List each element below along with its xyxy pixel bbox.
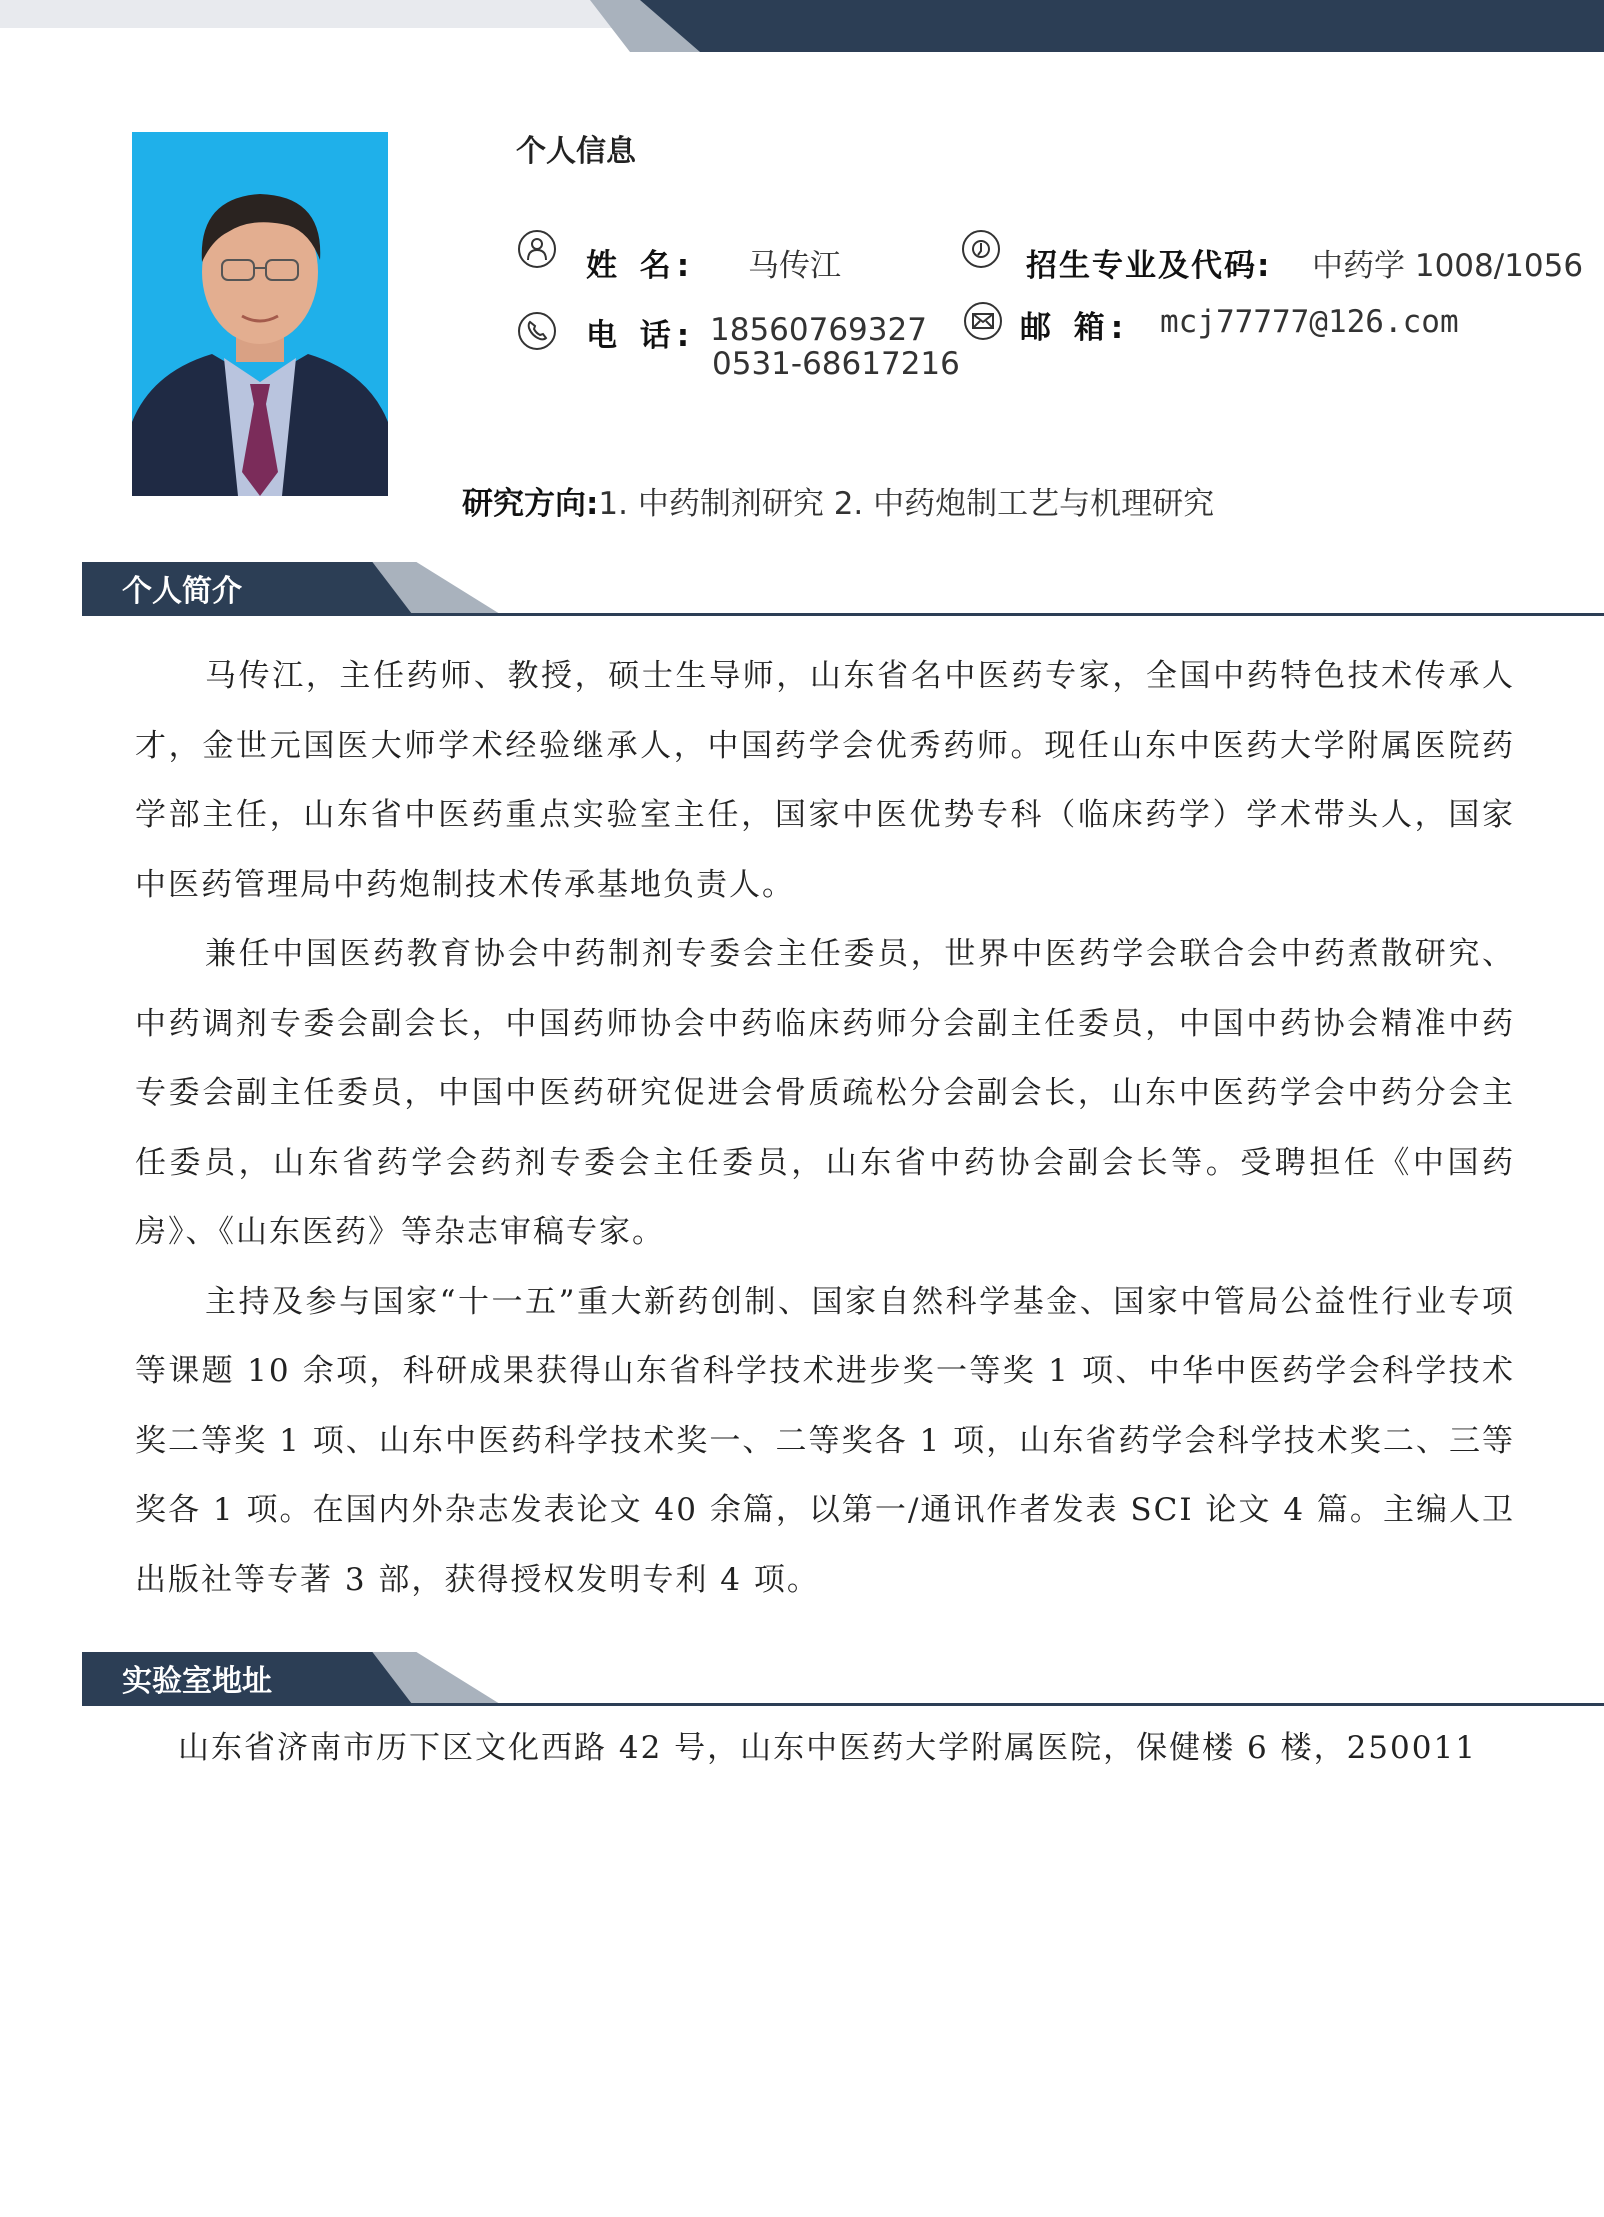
- lab-address: 山东省济南市历下区文化西路 42 号，山东中医药大学附属医院，保健楼 6 楼，250011: [178, 1730, 1477, 1766]
- major-value: 中药学 1008/1056: [1312, 248, 1584, 284]
- badge-icon: [962, 230, 1000, 268]
- top-banner: [0, 0, 1604, 52]
- research-value: 1. 中药制剂研究 2. 中药炮制工艺与机理研究: [598, 486, 1215, 522]
- major-label: 招生专业及代码:: [1026, 248, 1272, 284]
- section-header-lab: [82, 1652, 1604, 1714]
- lab-title: 实验室地址: [122, 1664, 272, 1699]
- name-label: 姓 名:: [586, 248, 696, 284]
- section-header-profile: [82, 562, 1604, 624]
- person-icon: [518, 230, 556, 268]
- email-label: 邮 箱:: [1020, 310, 1130, 346]
- bio-text: [135, 642, 1515, 1615]
- email-value: mcj77777@126.com: [1160, 304, 1459, 340]
- info-heading: 个人信息: [516, 134, 636, 169]
- phone-label: 电 话:: [586, 318, 696, 354]
- name-value: 马传江: [748, 248, 841, 284]
- mail-icon: [964, 302, 1002, 340]
- phone-value-1: 18560769327: [710, 312, 927, 348]
- profile-photo: [132, 132, 388, 496]
- bio-paragraph: 主持及参与国家“十一五”重大新药创制、国家自然科学基金、国家中管局公益性行业专项等课题 10 余项，科研成果获得山东省科学技术进步奖一等奖 1 项、中华中医药学会科学技术奖二等奖 1 项、山东中医药科学技术奖一、二等奖各 1 项，山东省药学会科学技术奖二、三等奖各 1 项。在国内外杂志发表论文 40 余篇，以第一/通讯作者发表 SCI 论文 4 篇。主编人卫出版社等专著 3 部，获得授权发明专利 4 项。: [135, 1283, 1515, 1598]
- bio-paragraph: 兼任中国医药教育协会中药制剂专委会主任委员，世界中医药学会联合会中药煮散研究、中药调剂专委会副会长，中国药师协会中药临床药师分会副主任委员，中国中药协会精准中药专委会副主任委员，中国中医药研究促进会骨质疏松分会副会长，山东中医药学会中药分会主任委员，山东省药学会药剂专委会主任委员，山东省中药协会副会长等。受聘担任《中国药房》、《山东医药》等杂志审稿专家。: [135, 936, 1515, 1250]
- phone-icon: [518, 312, 556, 350]
- research-direction: [462, 478, 1214, 523]
- bio-paragraph: 马传江，主任药师、教授，硕士生导师，山东省名中医药专家，全国中药特色技术传承人才，金世元国医大师学术经验继承人，中国药学会优秀药师。现任山东中医药大学附属医院药学部主任，山东省中医药重点实验室主任，国家中医优势专科（临床药学）学术带头人，国家中医药管理局中药炮制技术传承基地负责人。: [135, 658, 1515, 903]
- profile-title: 个人简介: [122, 574, 242, 609]
- phone-value-2: 0531-68617216: [712, 346, 960, 382]
- research-label: 研究方向:: [462, 486, 599, 522]
